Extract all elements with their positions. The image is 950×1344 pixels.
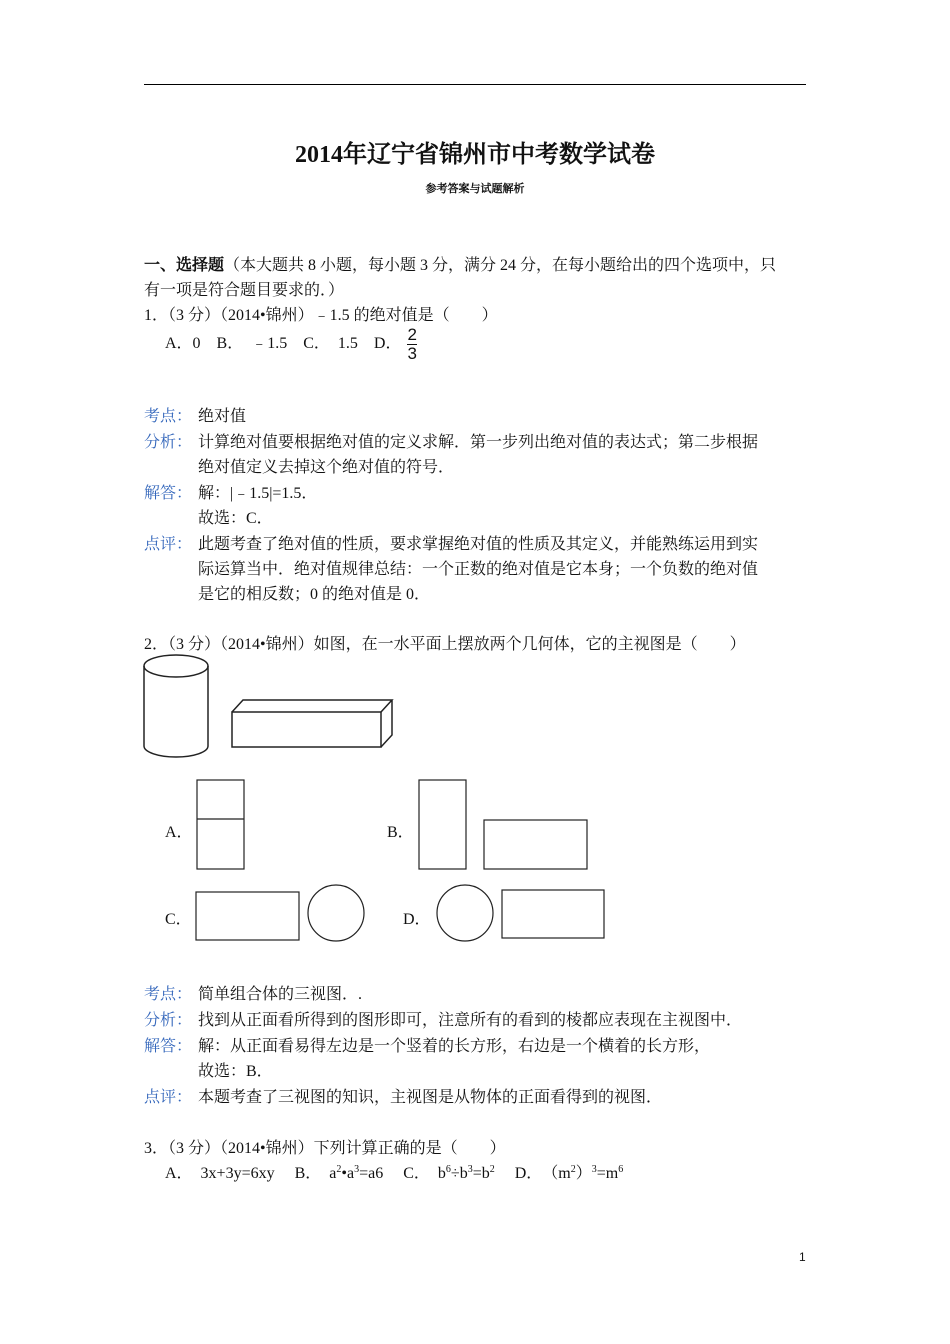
label-fenxi: 分析：	[144, 434, 193, 451]
b-rest: =a6	[359, 1165, 384, 1182]
q2-option-c-figure	[195, 882, 367, 944]
q2-option-d-label: D．	[403, 911, 431, 928]
page-title: 2014年辽宁省锦州市中考数学试卷	[295, 142, 655, 168]
q1-fenxi2: 绝对值定义去掉这个绝对值的符号．	[198, 459, 455, 476]
q2-jieda1: 解：从正面看易得左边是一个竖着的长方形，右边是一个横着的长方形，	[198, 1038, 711, 1055]
q2-dianping: 本题考查了三视图的知识，主视图是从物体的正面看得到的视图．	[198, 1089, 663, 1106]
q1-dianping3: 是它的相反数；0 的绝对值是 0．	[198, 586, 431, 603]
subtitle: 参考答案与试题解析	[425, 183, 525, 195]
b-pre: B． a	[294, 1165, 337, 1182]
q1-stem: 1．（3 分）（2014•锦州）﹣1.5 的绝对值是（ ）	[144, 307, 498, 324]
q3-option-a: A． 3x+3y=6xy	[165, 1165, 275, 1182]
q3-options	[165, 1160, 623, 1183]
q2-option-b-figure	[418, 779, 590, 871]
label-kaodian: 考点：	[144, 408, 193, 425]
label-jieda: 解答：	[144, 485, 193, 502]
q1-jieda1: 解：|﹣1.5|=1.5．	[198, 485, 318, 502]
q2-option-a-figure	[196, 779, 246, 871]
label-kaodian: 考点：	[144, 986, 193, 1003]
q1-jieda2: 故选：C．	[198, 510, 273, 527]
page-number: 1	[799, 1250, 806, 1264]
label-jieda: 解答：	[144, 1038, 193, 1055]
q1-options-text: A．0 B． ﹣1.5 C． 1.5 D．	[165, 335, 402, 353]
frac-num: 2	[407, 325, 417, 344]
q2-option-b-label: B．	[387, 824, 414, 841]
frac-den: 3	[407, 344, 417, 363]
q1-fenxi1: 计算绝对值要根据绝对值的定义求解．第一步列出绝对值的表达式；第二步根据	[198, 434, 759, 451]
section-heading: 一、选择题	[144, 257, 225, 274]
q2-jieda2: 故选：B．	[198, 1063, 273, 1080]
q2-stem: 2．（3 分）（2014•锦州）如图，在一水平面上摆放两个几何体，它的主视图是（ ）	[144, 636, 746, 653]
q1-dianping1: 此题考查了绝对值的性质，要求掌握绝对值的性质及其定义，并能熟练运用到实	[198, 536, 759, 553]
q1-options	[165, 326, 417, 363]
q2-option-c-label: C．	[165, 911, 192, 928]
q2-option-d-figure	[434, 882, 606, 944]
q2-option-a-label: A．	[165, 824, 193, 841]
header-rule	[144, 84, 806, 85]
q3-stem: 3．（3 分）（2014•锦州）下列计算正确的是（ ）	[144, 1140, 506, 1157]
d-pre: D． （m	[514, 1165, 571, 1182]
section-desc: （本大题共 8 小题，每小题 3 分，满分 24 分，在每小题给出的四个选项中，只	[224, 257, 777, 274]
q2-fenxi: 找到从正面看所得到的图形即可，注意所有的看到的棱都应表现在主视图中．	[198, 1012, 743, 1029]
label-dianping: 点评：	[144, 536, 193, 553]
c-pre: C． b	[403, 1165, 446, 1182]
label-fenxi: 分析：	[144, 1012, 193, 1029]
q1-dianping2: 际运算当中．绝对值规律总结：一个正数的绝对值是它本身；一个负数的绝对值	[198, 561, 759, 578]
c-rest: =b	[472, 1165, 490, 1182]
q1-fraction	[407, 326, 416, 363]
q2-solids-figure	[140, 650, 400, 762]
q2-kaodian: 简单组合体的三视图．.	[198, 986, 363, 1003]
d-rest: =m	[596, 1165, 619, 1182]
section-heading-line1	[144, 252, 776, 275]
q1-kaodian: 绝对值	[198, 408, 247, 425]
q3-option-b: B． $a^2•a^3=a6$	[294, 1164, 384, 1182]
section-desc-line2: 有一项是符合题目要求的．）	[144, 282, 345, 299]
q3-option-c: C． $b^6\div b^3=b^2$	[403, 1164, 495, 1182]
label-dianping: 点评：	[144, 1089, 193, 1106]
q3-option-d: D． $(m^2)^3=m^6$	[514, 1164, 624, 1182]
